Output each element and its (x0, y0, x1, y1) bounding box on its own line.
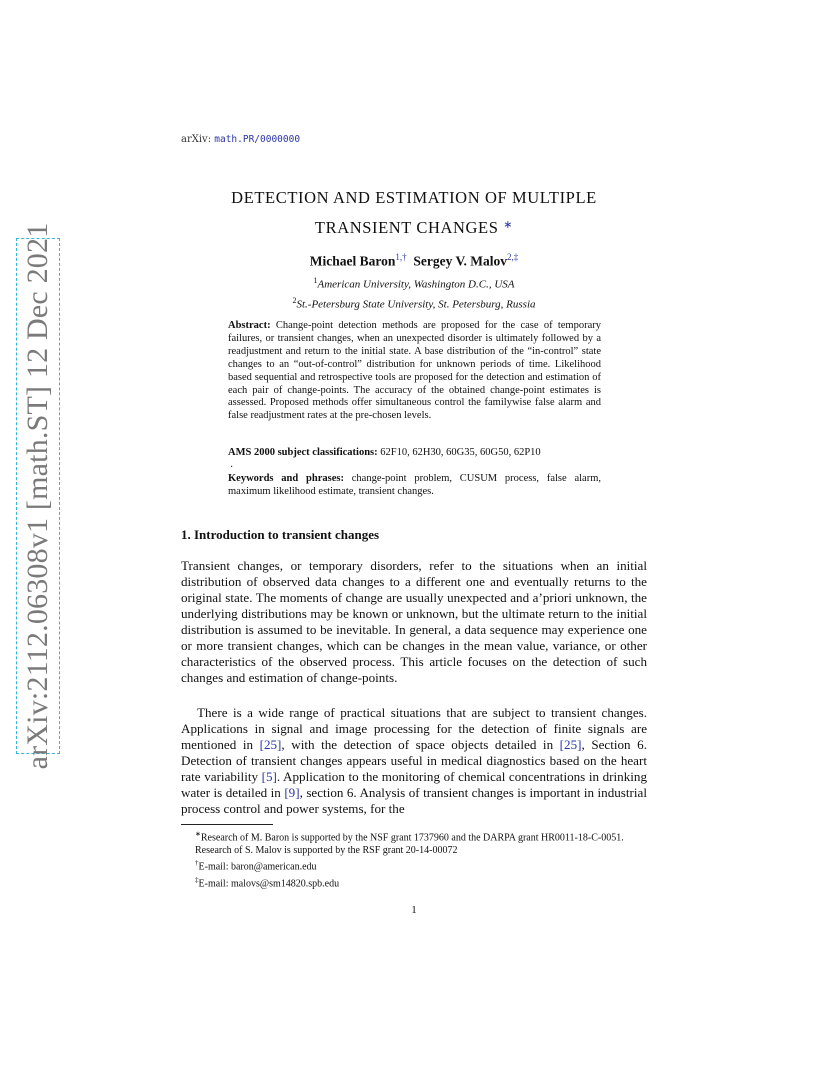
body-paragraph-1: Transient changes, or temporary disorders, refer to the situations when an initial distribution of observed data changes to a different one and eventually returns to the original state. The moments of change are usually unexpected and a’priori unknown, the underlying distributions may be known or unknown, but the ultimate return to the initial distribution is assumed to be inevitable. In general, a data sequence may experience one or more transient changes, which can be changes in the mean value, variance, or other characteristics of the observed process. This article focuses on the detection of such changes and estimation of change-points. (181, 558, 647, 685)
ams-codes: 62F10, 62H30, 60G35, 60G50, 62P10 (380, 447, 541, 458)
footnote-email-2 (181, 874, 647, 890)
footnotes (181, 828, 647, 890)
footnote-email-1 (181, 857, 647, 873)
keywords-text: change-point problem, CUSUM process, false alarm, maximum likelihood estimate, transient changes. (228, 473, 601, 497)
footnote-funding (181, 828, 647, 857)
affiliation-1 (150, 276, 678, 291)
affiliation-2-text: St.-Petersburg State University, St. Petersburg, Russia (296, 298, 536, 311)
affiliation-2-number: 2 (292, 296, 297, 305)
paragraph-2-text: , with the detection of space objects detailed in (281, 737, 560, 752)
footnote-marker: † (195, 859, 199, 868)
paper-title-line-2 (150, 218, 678, 238)
footnote-divider (181, 824, 273, 825)
abstract (228, 320, 601, 423)
footnote-text: E-mail: malovs@sm14820.spb.edu (198, 877, 340, 889)
arxiv-header (181, 134, 300, 145)
author-2-affil-link[interactable]: 2,‡ (507, 252, 519, 262)
arxiv-label: arXiv: (181, 134, 212, 145)
footnote-text: E-mail: baron@american.edu (198, 861, 317, 873)
author-list (150, 252, 678, 270)
body-paragraph-2 (181, 705, 647, 817)
affiliation-1-number: 1 (313, 276, 318, 285)
paragraph-2-text: . Application to the monitoring of chemical concentrations in drinking water is detailed in (181, 769, 648, 800)
paper-title-line-1: DETECTION AND ESTIMATION OF MULTIPLE (231, 188, 597, 207)
abstract-label: Abstract: (228, 320, 271, 331)
ams-label: AMS 2000 subject classifications: (228, 447, 378, 458)
paragraph-2-text: There is a wide range of practical situations that are subject to transient changes. Applications in signal and image processing for the detection of finite signals are mentioned in (181, 705, 647, 752)
citation-link[interactable]: [9] (284, 785, 300, 800)
affiliation-2 (150, 296, 678, 311)
ams-classification (228, 446, 601, 459)
author-2: Sergey V. Malov (413, 253, 507, 269)
citation-link[interactable]: [25] (259, 737, 282, 752)
footnote-text: Research of M. Baron is supported by the NSF grant 1737960 and the DARPA grant HR0011-18-C-0051. Research of S. Malov is supported by the RSF grant 20-14-00072 (195, 832, 624, 857)
keywords-label: Keywords and phrases: (228, 473, 344, 484)
affiliation-1-text: American University, Washington D.C., USA (317, 278, 515, 291)
footnote-marker: ‡ (195, 875, 199, 884)
section-heading: 1. Introduction to transient changes (181, 527, 380, 542)
separator-dot: . (230, 459, 234, 470)
paragraph-2-text: , section 6. Analysis of transient changes is important in industrial process control and power systems, for the (181, 785, 647, 816)
footnote-marker: ∗ (195, 830, 201, 838)
author-1: Michael Baron (309, 253, 396, 269)
keywords (228, 472, 601, 498)
title-footnote-marker[interactable]: ∗ (503, 219, 514, 231)
arxiv-id-link[interactable]: math.PR/0000000 (214, 134, 301, 145)
page-number: 1 (411, 904, 417, 916)
author-1-affil-link[interactable]: 1,† (395, 252, 407, 262)
paper-title-text: TRANSIENT CHANGES (314, 218, 499, 237)
arxiv-side-stamp: arXiv:2112.06308v1 [math.ST] 12 Dec 2021 (21, 222, 54, 770)
paragraph-2-text: , Section 6. Detection of transient changes appears useful in medical diagnostics based on the heart rate variability (181, 737, 647, 784)
abstract-text: Change-point detection methods are proposed for the case of temporary failures, or transient changes, when an unexpected disorder is ultimately followed by a readjustment and return to the initial state. A base distribution of the “in-control” state changes to an “out-of-control” distribution for unknown periods of time. Likelihood based sequential and retrospective tools are proposed for the detection and estimation of each pair of change-points. The accuracy of the obtained change-point estimates is assessed. Proposed methods offer simultaneous control the familywise false alarm and false readjustment rates at the pre-chosen levels. (228, 320, 601, 422)
citation-link[interactable]: [5] (261, 769, 277, 784)
citation-link[interactable]: [25] (559, 737, 582, 752)
